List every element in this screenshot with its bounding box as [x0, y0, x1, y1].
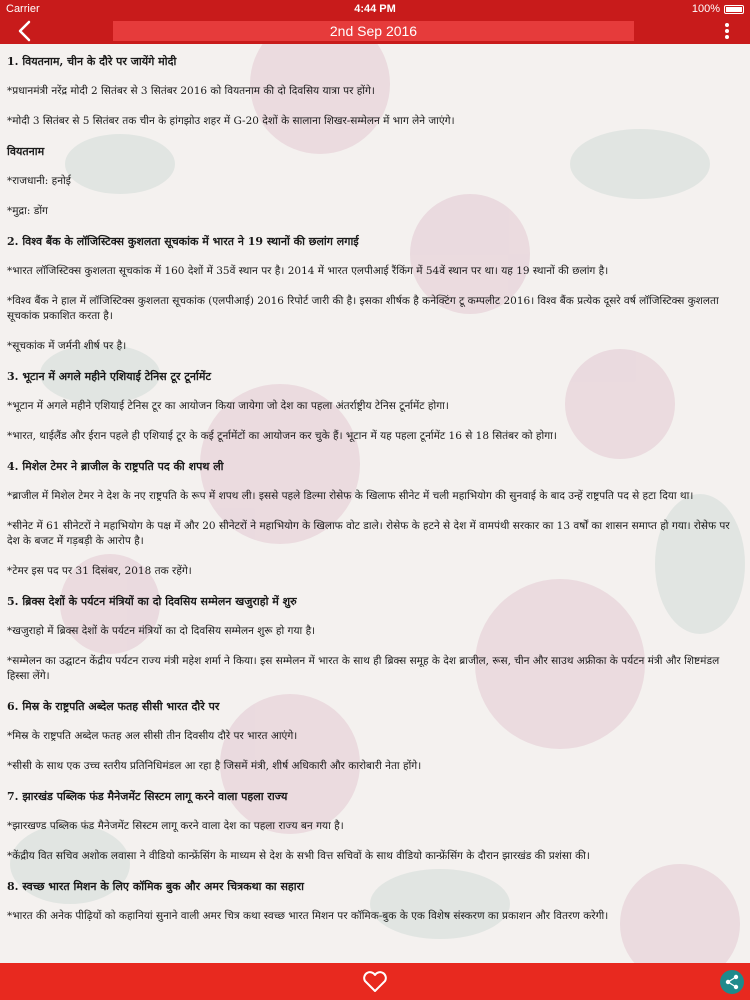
section-heading: 3. भूटान में अगले महीने एशियाई टेनिस टूर टूर्नामेंट	[7, 370, 211, 383]
bullet-paragraph: *सीनेट में 61 सीनेटरों ने महाभियोग के पक्ष में और 20 सीनेटरों ने महाभियोग के खिलाफ वोट डाले। रोसेफ के हटने से देश में वामपंथी सरकार का 13 वर्षों का शासन समाप्त हो गया। रोसेफ पर देश के बजट में गड़बड़ी के आरोप है।	[7, 520, 730, 547]
share-icon	[720, 970, 744, 994]
section-heading: 6. मिस्र के राष्ट्रपति अब्देल फतह सीसी भारत दौरे पर	[7, 700, 220, 713]
section-heading: 5. ब्रिक्स देशों के पर्यटन मंत्रियों का दो दिवसिय सम्मेलन खजुराहो में शुरु	[7, 595, 297, 608]
bullet-paragraph: *झारखण्ड पब्लिक फंड मैनेजमेंट सिस्टम लागू करने वाला देश का पहला राज्य बन गया है।	[7, 820, 344, 832]
carrier-label: Carrier	[6, 3, 40, 15]
bullet-paragraph: *सम्मेलन का उद्घाटन केंद्रीय पर्यटन राज्य मंत्री महेश शर्मा ने किया। इस सम्मेलन में भारत के साथ ही ब्रिक्स समूह के देश ब्राजील, रूस, चीन और साउथ अफ्रीका के पर्यटन मंत्री और शिष्टमंडल हिस्सा लेंगे।	[7, 655, 720, 682]
bullet-paragraph: *प्रधानमंत्री नरेंद्र मोदी 2 सितंबर से 3 सितंबर 2016 को वियतनाम की दो दिवसिय यात्रा पर होंगे।	[7, 85, 375, 97]
app-bar	[0, 18, 750, 44]
more-vertical-icon	[725, 23, 729, 27]
bullet-paragraph: *टेमर इस पद पर 31 दिसंबर, 2018 तक रहेंगे।	[7, 565, 192, 577]
section-heading: 8. स्वच्छ भारत मिशन के लिए कॉमिक बुक और अमर चित्रकथा का सहारा	[7, 880, 304, 893]
section-heading: 4. मिशेल टेमर ने ब्राजील के राष्ट्रपति पद की शपथ ली	[7, 460, 224, 473]
battery-icon	[724, 5, 744, 14]
bullet-paragraph: *भारत लॉजिस्टिक्स कुशलता सूचकांक में 160 देशों में 35वें स्थान पर है। 2014 में भारत एलपीआई रैंकिंग में 54वें स्थान पर था। यह 19 स्थानों की छलांग है।	[7, 265, 609, 277]
section-heading: 7. झारखंड पब्लिक फंड मैनेजमेंट सिस्टम लागू करने वाला पहला राज्य	[7, 790, 288, 803]
bullet-paragraph: *भारत की अनेक पीढ़ियों को कहानियां सुनाने वाली अमर चित्र कथा स्वच्छ भारत मिशन पर कॉमिक-बुक के एक विशेष संस्करण का प्रकाशन और वितरण करेगी।	[7, 910, 609, 922]
section-heading: 1. वियतनाम, चीन के दौरे पर जायेंगे मोदी	[7, 55, 177, 68]
bullet-paragraph: *खजुराहो में ब्रिक्स देशों के पर्यटन मंत्रियों का दो दिवसिय सम्मेलन शुरू हो गया है।	[7, 625, 316, 637]
bullet-paragraph: *ब्राजील में मिशेल टेमर ने देश के नए राष्ट्रपति के रूप में शपथ ली। इससे पहले डिल्मा रोसेफ के खिलाफ सीनेट में चली महाभियोग की सुनवाई के बाद उन्हें राष्ट्रपति पद से हटा दिया था।	[7, 490, 694, 502]
battery-percent: 100%	[691, 3, 720, 15]
bullet-paragraph: *विश्व बैंक ने हाल में लॉजिस्टिक्स कुशलता सूचकांक (एलपीआई) 2016 रिपोर्ट जारी की है। इसका शीर्षक है कनेक्टिंग टू कम्पलीट 2016। विश्व बैंक प्रत्येक दूसरे वर्ष लॉजिस्टिक्स कुशलता सूचकांक प्रकाशित करता है।	[7, 295, 719, 322]
section-heading: वियतनाम	[7, 145, 45, 158]
more-menu-button[interactable]	[722, 22, 732, 42]
back-button[interactable]	[10, 18, 40, 44]
article-content	[0, 46, 750, 962]
bullet-paragraph: *भारत, थाईलैंड और ईरान पहले ही एशियाई टूर के कई टूर्नामेंटों का आयोजन कर चुके हैं। भूटान में यह पहला टूर्नामेंट 16 से 18 सितंबर को होगा।	[7, 430, 557, 442]
bullet-paragraph: *मुद्रा: डोंग	[7, 205, 48, 217]
chevron-left-icon	[10, 18, 40, 44]
battery-status	[692, 3, 744, 15]
share-button[interactable]	[720, 970, 744, 994]
page-title: 2nd Sep 2016	[113, 21, 634, 41]
status-time: 4:44 PM	[354, 3, 396, 15]
bullet-paragraph: *मिस्र के राष्ट्रपति अब्देल फतह अल सीसी तीन दिवसीय दौरे पर भारत आएंगे।	[7, 730, 298, 742]
status-bar	[0, 0, 750, 18]
favorite-button[interactable]	[362, 971, 388, 993]
heart-icon	[362, 971, 388, 993]
bullet-paragraph: *केंद्रीय वित सचिव अशोक लवासा ने वीडियो कान्फ्रेंसिंग के माध्यम से देश के सभी वित्त सचिवों के साथ वीडियो कान्फ्रेंसिंग के दौरान झारखंड की प्रशंसा की।	[7, 850, 590, 862]
bullet-paragraph: *भूटान में अगले महीने एशियाई टेनिस टूर का आयोजन किया जायेगा जो देश का पहला अंतर्राष्ट्रीय टेनिस टूर्नामेंट होगा।	[7, 400, 449, 412]
bottom-toolbar	[0, 963, 750, 1000]
bullet-paragraph: *राजधानी: हनोई	[7, 175, 71, 187]
bullet-paragraph: *मोदी 3 सितंबर से 5 सितंबर तक चीन के हांगझोउ शहर में G-20 देशों के सालाना शिखर-सम्मेलन में भाग लेने जाएंगे।	[7, 115, 455, 127]
bullet-paragraph: *सूचकांक में जर्मनी शीर्ष पर है।	[7, 340, 127, 352]
bullet-paragraph: *सीसी के साथ एक उच्च स्तरीय प्रतिनिधिमंडल आ रहा है जिसमें मंत्री, शीर्ष अधिकारी और कारोबारी नेता होंगे।	[7, 760, 422, 772]
section-heading: 2. विश्व बैंक के लॉजिस्टिक्स कुशलता सूचकांक में भारत ने 19 स्थानों की छलांग लगाई	[7, 235, 359, 248]
